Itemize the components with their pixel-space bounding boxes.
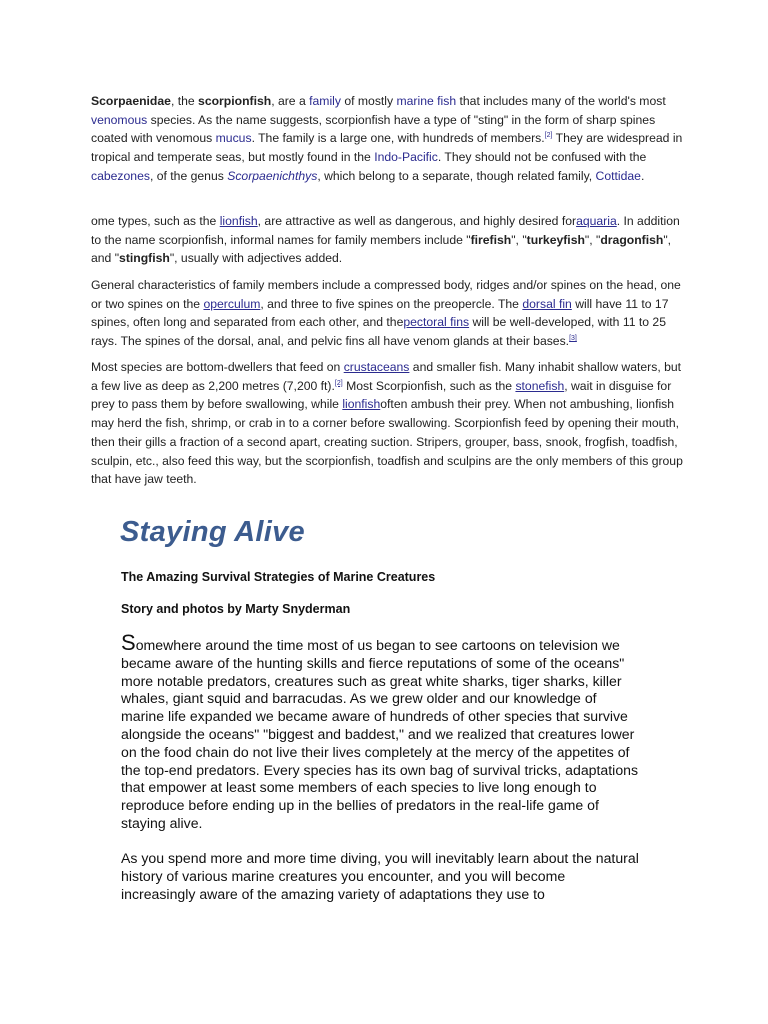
link-pectoral-fins[interactable]: pectoral fins bbox=[403, 315, 470, 330]
link-marine-fish[interactable]: marine fish bbox=[396, 94, 457, 108]
article-subtitle: The Amazing Survival Strategies of Marine Creatures bbox=[121, 570, 436, 584]
article-title: Staying Alive bbox=[120, 516, 305, 548]
link-venomous[interactable]: venomous bbox=[91, 112, 148, 127]
link-cabezones[interactable]: cabezones bbox=[91, 168, 150, 183]
drop-cap: S bbox=[121, 630, 136, 655]
link-cottidae[interactable]: Cottidae bbox=[595, 168, 641, 183]
feeding-paragraph: Most species are bottom-dwellers that feed on crustaceans and smaller fish. Many inhabit shallow waters, but a few live as deep as 2,200 metres (7,200 ft).[2] Most Scorpionfish, such as the stonefish, wait in disguise for prey to pass them by before swallowing, while lionfishoften ambush their prey. When not ambushing, lionfish may herd the fish, shrimp, or crab in to a corner before swallowing. Scorpionfish feed by opening their mouth, then their gills a fraction of a second apart, creating suction. Stripers, grouper, bass, snook, frogfish, toadfish, sculpin, etc., also feed this way, but the scorpionfish, toadfish and sculpins are the only members of this group that have jaw teeth. bbox=[91, 360, 683, 487]
intro-paragraph: Scorpaenidae, the scorpionfish, are a family of mostly marine fish that includes many of the world's most venomous species. As the name suggests, scorpionfish have a type of "sting" in the form of sharp spines coated with venomous mucus. The family is a large one, with hundreds of members.[2] They are widespread in tropical and temperate seas, but mostly found in the Indo-Pacific. They should not be confused with the cabezones, of the genus Scorpaenichthys, which belong to a separate, though related family, Cottidae. bbox=[91, 94, 683, 183]
article-paragraph-1: Somewhere around the time most of us began to see cartoons on television we became aware of the hunting skills and fierce reputations of some of the oceans" more notable predators, creatures such as great white sharks, tiger sharks, killer whales, giant squid and barracudas. As we grew older and our knowledge of marine life expanded we became aware of hundreds of other species that survive alongside the oceans" "biggest and baddest," and we realized that creatures lower on the food chain do not live their lives completely at the mercy of the appetites of the top-end predators. Every species has its own bag of survival tricks, adaptations that empower at least some members of each species to live long enough to reproduce before ending up in the bellies of predators in the real-life game of staying alive. bbox=[121, 630, 639, 831]
link-aquaria[interactable]: aquaria bbox=[576, 214, 617, 228]
link-lionfish[interactable]: lionfish bbox=[219, 214, 258, 228]
types-paragraph: ome types, such as the lionfish, are attractive as well as dangerous, and highly desired foraquaria. In addition to the name scorpionfish, informal names for family members include "firefish", "turkeyfish", "dragonfish", and "stingfish", usually with adjectives added. bbox=[91, 214, 680, 266]
link-stonefish[interactable]: stonefish bbox=[515, 378, 565, 393]
citation-3[interactable]: [3] bbox=[569, 335, 577, 343]
link-family[interactable]: family bbox=[309, 94, 341, 108]
link-mucus[interactable]: mucus bbox=[215, 131, 252, 146]
characteristics-paragraph: General characteristics of family members include a compressed body, ridges and/or spines on the head, one or two spines on the operculum, and three to five spines on the preopercle. The dorsal fin will have 11 to 17 spines, often long and separated from each other, and thepectoral fins will be well-developed, with 11 to 25 rays. The spines of the dorsal, anal, and pelvic fins all have venom glands at their bases.[3] bbox=[91, 278, 681, 349]
article-byline: Story and photos by Marty Snyderman bbox=[121, 602, 351, 616]
article-paragraph-2: As you spend more and more time diving, you will inevitably learn about the natural history of various marine creatures you encounter, and you will become increasingly aware of the amazing variety of adaptations they use to bbox=[121, 850, 639, 902]
link-crustaceans[interactable]: crustaceans bbox=[343, 360, 410, 374]
link-operculum[interactable]: operculum bbox=[203, 296, 261, 311]
citation-2[interactable]: [2] bbox=[544, 132, 553, 140]
link-indo-pacific[interactable]: Indo-Pacific bbox=[374, 150, 438, 165]
link-scorpaenichthys[interactable]: Scorpaenichthys bbox=[227, 168, 318, 183]
link-dorsal-fin[interactable]: dorsal fin bbox=[522, 296, 572, 311]
citation-2b[interactable]: [2] bbox=[334, 379, 343, 387]
link-lionfish-2[interactable]: lionfish bbox=[342, 397, 381, 412]
